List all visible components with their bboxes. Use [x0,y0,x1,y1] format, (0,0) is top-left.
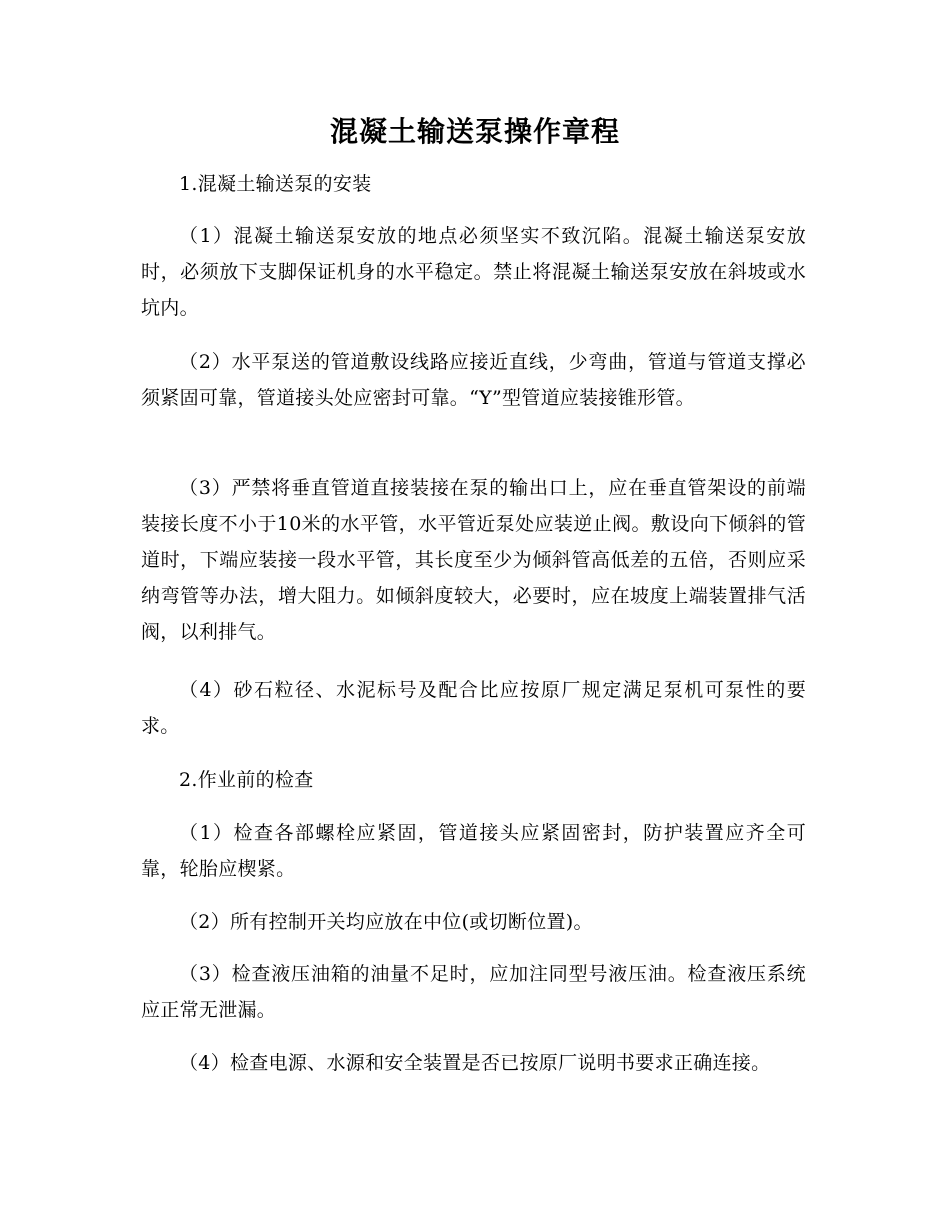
paragraph-check-3: （3）检查液压油箱的油量不足时，应加注同型号液压油。检查液压系统应正常无泄漏。 [141,963,806,1021]
paragraph-installation-4: （4）砂石粒径、水泥标号及配合比应按原厂规定满足泵机可泵性的要求。 [141,679,806,737]
paragraph-installation-3: （3）严禁将垂直管道直接装接在泵的输出口上，应在垂直管架设的前端装接长度不小于10米的水平管，水平管近泵处应装逆止阀。敷设向下倾斜的管道时，下端应装接一段水平管，其长度至少为倾斜管高低差的五倍，否则应采纳弯管等办法，增大阻力。如倾斜度较大，必要时，应在坡度上端装置排气活阀，以利排气。 [141,477,806,643]
paragraph-installation-1: （1）混凝土输送泵安放的地点必须坚实不致沉陷。混凝土输送泵安放时，必须放下支脚保证机身的水平稳定。禁止将混凝土输送泵安放在斜坡或水坑内。 [141,225,806,319]
document-title: 混凝土输送泵操作章程 [329,115,620,148]
paragraph-check-1: （1）检查各部螺栓应紧固，管道接头应紧固密封，防护装置应齐全可靠，轮胎应楔紧。 [141,822,806,880]
paragraph-check-4: （4）检查电源、水源和安全装置是否已按原厂说明书要求正确连接。 [179,1052,771,1074]
paragraph-installation-2: （2）水平泵送的管道敷设线路应接近直线，少弯曲，管道与管道支撑必须紧固可靠，管道接头处应密封可靠。“Y”型管道应装接锥形管。 [141,351,806,409]
section-heading-installation: 1.混凝土输送泵的安装 [179,173,372,195]
paragraph-check-2: （2）所有控制开关均应放在中位(或切断位置)。 [179,911,593,933]
section-heading-pre-operation-check: 2.作业前的检查 [179,769,314,791]
